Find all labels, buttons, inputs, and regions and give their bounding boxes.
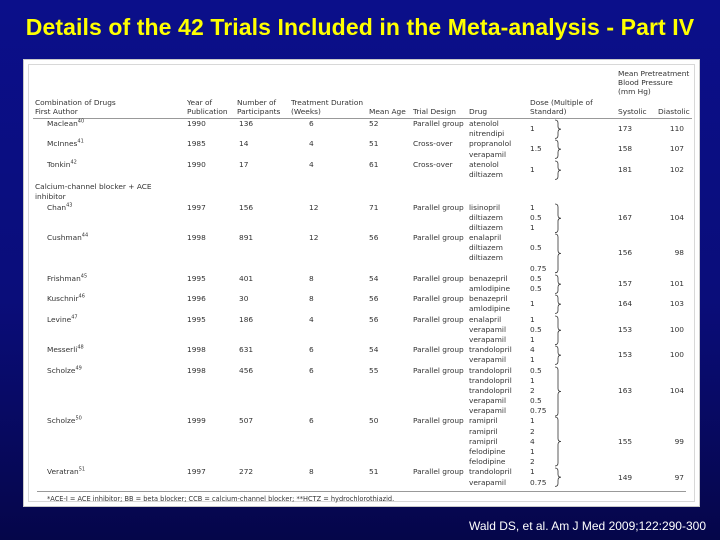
drug-cell-line: propranolol	[469, 139, 512, 149]
participants-cell: 272	[239, 467, 254, 477]
dose-cell	[528, 203, 616, 234]
dose-line	[530, 253, 614, 263]
grouping-brace-icon	[554, 160, 562, 180]
drug-cell-line: benazepril	[469, 294, 508, 304]
participants-cell: 30	[239, 294, 249, 304]
table-frame	[28, 64, 695, 502]
diastolic-cell: 97	[674, 472, 685, 482]
author-name: Kuschnir	[47, 294, 79, 304]
reference-number: 42	[70, 159, 77, 166]
duration-cell: 8	[309, 273, 314, 283]
drug-cell	[467, 119, 528, 140]
drug-cell-line: diltiazem	[469, 243, 503, 253]
drug-cell-line: enalapril	[469, 233, 502, 243]
design-cell: Cross-over	[413, 159, 453, 169]
author-cell	[33, 366, 185, 417]
dose-cell	[528, 416, 616, 467]
drug-cell-line: nitrendipi	[469, 129, 505, 139]
drug-cell-line: felodipine	[469, 457, 506, 467]
table-row	[33, 119, 692, 140]
table-row	[33, 366, 692, 417]
dose-line: 1	[530, 447, 535, 457]
drug-cell-line: diltiazem	[469, 212, 503, 222]
author-cell	[33, 233, 185, 274]
author-name: Messerli	[47, 345, 78, 355]
drug-cell	[467, 233, 528, 274]
dose-line: 0.5	[530, 365, 542, 375]
reference-number: 41	[77, 138, 84, 145]
reference-number: 45	[80, 273, 88, 280]
drug-cell	[467, 139, 528, 159]
duration-cell: 4	[309, 314, 314, 324]
author-cell	[33, 294, 185, 314]
section-row	[33, 180, 692, 202]
drug-cell-line: diltiazem	[469, 222, 503, 232]
dose-line: 2	[530, 457, 535, 467]
drug-cell-line: trandolopril	[469, 345, 512, 355]
design-cell: Parallel group	[413, 273, 464, 283]
drug-cell-line: trandolopril	[469, 467, 512, 477]
table-row	[33, 294, 692, 314]
systolic-cell: 173	[618, 124, 633, 134]
duration-cell: 12	[309, 233, 319, 243]
reference-number: 44	[81, 232, 89, 239]
design-cell: Parallel group	[413, 345, 464, 355]
year-cell: 1997	[187, 467, 206, 477]
dose-line: 0.5	[530, 324, 542, 334]
age-cell: 52	[369, 119, 379, 128]
author-cell	[33, 139, 185, 159]
drug-cell	[467, 315, 528, 346]
drug-cell	[467, 467, 528, 487]
year-cell: 1990	[187, 119, 206, 128]
dose-values	[530, 233, 614, 274]
dose-values	[530, 119, 614, 134]
drug-cell	[467, 160, 528, 180]
systolic-cell: 164	[618, 299, 633, 309]
grouping-brace-icon	[554, 467, 562, 487]
drug-cell-line: trandolopril	[469, 365, 512, 375]
diastolic-cell: 110	[669, 124, 685, 134]
design-cell: Parallel group	[413, 365, 464, 375]
duration-cell: 8	[309, 294, 314, 304]
dose-line: 1	[530, 299, 535, 309]
table-panel	[23, 59, 700, 507]
dose-line: 1	[530, 164, 535, 174]
design-cell: Parallel group	[413, 314, 464, 324]
dose-cell	[528, 139, 616, 159]
diastolic-cell: 101	[669, 278, 685, 288]
dose-line: 1	[530, 314, 535, 324]
dose-line: 1	[530, 375, 535, 385]
author-cell	[33, 345, 185, 365]
year-cell: 1995	[187, 273, 206, 283]
design-cell: Parallel group	[413, 467, 464, 477]
drug-cell-line: verapamil	[469, 355, 507, 365]
table-body	[33, 119, 692, 488]
grouping-brace-icon	[554, 233, 562, 274]
reference-number: 47	[71, 314, 78, 321]
dose-line: 0.5	[530, 396, 542, 406]
grouping-brace-icon	[554, 366, 562, 417]
dose-line: 1	[530, 334, 535, 344]
year-cell: 1998	[187, 365, 206, 375]
author-cell	[33, 467, 185, 487]
duration-cell: 6	[309, 365, 314, 375]
drug-cell-line: diltiazem	[469, 253, 503, 263]
year-cell: 1985	[187, 139, 206, 149]
design-cell: Parallel group	[413, 416, 464, 426]
drug-cell-line: trandolopril	[469, 375, 512, 385]
drug-cell-line: benazepril	[469, 273, 508, 283]
systolic-cell: 155	[618, 436, 633, 446]
dose-line: 0.5	[530, 212, 542, 222]
footnote-divider	[37, 491, 686, 492]
dose-values	[530, 294, 614, 309]
author-cell	[33, 416, 185, 467]
dose-line: 1.5	[530, 144, 542, 154]
drug-cell-line: lisinopril	[469, 202, 501, 212]
dose-cell	[528, 315, 616, 346]
diastolic-cell: 98	[674, 248, 685, 258]
drug-cell	[467, 274, 528, 294]
author-name: Chan	[47, 202, 67, 212]
dose-line: 1	[530, 222, 535, 232]
dose-line: 1	[530, 202, 535, 212]
drug-cell-line: ramipril	[469, 426, 498, 436]
age-cell: 56	[369, 314, 379, 324]
dose-line: 1	[530, 124, 535, 134]
dose-line: 2	[530, 426, 535, 436]
header-age: Mean Age	[367, 98, 411, 119]
participants-cell: 507	[239, 416, 254, 426]
age-cell: 56	[369, 233, 379, 243]
table-row	[33, 160, 692, 180]
design-cell: Parallel group	[413, 233, 464, 243]
author-cell	[33, 203, 185, 234]
drug-cell	[467, 203, 528, 234]
drug-cell-line: diltiazem	[469, 169, 503, 179]
age-cell: 55	[369, 365, 379, 375]
age-cell: 61	[369, 159, 379, 169]
design-cell: Cross-over	[413, 139, 453, 149]
author-name: Veratran	[47, 467, 79, 477]
dose-values	[530, 139, 614, 154]
age-cell: 56	[369, 294, 379, 304]
dose-line: 0.75	[530, 406, 547, 416]
grouping-brace-icon	[554, 203, 562, 234]
dose-line: 4	[530, 345, 535, 355]
table-row	[33, 274, 692, 294]
age-cell: 51	[369, 139, 379, 149]
design-cell: Parallel group	[413, 294, 464, 304]
dose-cell	[528, 294, 616, 314]
citation: Wald DS, et al. Am J Med 2009;122:290-300	[468, 519, 706, 533]
dose-line: 2	[530, 385, 535, 395]
design-cell: Parallel group	[413, 119, 464, 128]
slide-title: Details of the 42 Trials Included in the Meta-analysis - Part IV	[25, 14, 695, 40]
dose-values	[530, 366, 614, 417]
dose-values	[530, 203, 614, 234]
year-cell: 1995	[187, 314, 206, 324]
author-cell	[33, 119, 185, 140]
diastolic-cell: 103	[669, 299, 685, 309]
systolic-cell: 153	[618, 324, 633, 334]
systolic-cell: 157	[618, 278, 633, 288]
table-row	[33, 139, 692, 159]
footnote: *ACE-I = ACE inhibitor; BB = beta blocker; CCB = calcium-channel blocker; **HCTZ = hydrochlorothiazid.	[47, 495, 395, 503]
header-author-label: First Author	[35, 107, 78, 116]
duration-cell: 6	[309, 416, 314, 426]
dose-cell	[528, 233, 616, 274]
grouping-brace-icon	[554, 119, 562, 139]
duration-cell: 12	[309, 202, 319, 212]
drug-cell-line: verapamil	[469, 477, 507, 487]
year-cell: 1998	[187, 233, 206, 243]
dose-line: 1	[530, 416, 535, 426]
drug-cell-line: enalapril	[469, 314, 502, 324]
author-name: Cushman	[47, 233, 82, 243]
participants-cell: 456	[239, 365, 254, 375]
header-combo-label: Combination of Drugs	[35, 98, 116, 107]
grouping-brace-icon	[554, 315, 562, 346]
design-cell: Parallel group	[413, 202, 464, 212]
diastolic-cell: 104	[669, 212, 685, 222]
header-design: Trial Design	[411, 98, 467, 119]
systolic-cell: 156	[618, 248, 633, 258]
dose-values	[530, 467, 614, 487]
systolic-cell: 167	[618, 212, 633, 222]
reference-number: 50	[75, 416, 82, 422]
systolic-cell: 153	[618, 350, 633, 360]
drug-cell	[467, 366, 528, 417]
dose-cell	[528, 345, 616, 365]
age-cell: 50	[369, 416, 379, 426]
grouping-brace-icon	[554, 345, 562, 365]
reference-number: 43	[66, 202, 73, 209]
header-diastolic: Diastolic	[656, 98, 692, 119]
dose-line: 1	[530, 355, 535, 365]
dose-line: 0.75	[530, 263, 547, 273]
table-row	[33, 467, 692, 487]
participants-cell: 631	[239, 345, 254, 355]
systolic-cell: 181	[618, 164, 633, 174]
diastolic-cell: 102	[669, 164, 685, 174]
table-row	[33, 345, 692, 365]
systolic-cell: 163	[618, 385, 633, 395]
author-name: McInnes	[47, 139, 78, 149]
age-cell: 54	[369, 273, 379, 283]
dose-cell	[528, 366, 616, 417]
drug-cell-line: amlodipine	[469, 284, 511, 294]
drug-cell-line: verapamil	[469, 406, 507, 416]
header-combo	[33, 98, 185, 119]
drug-cell-line: verapamil	[469, 334, 507, 344]
age-cell: 54	[369, 345, 379, 355]
table-row	[33, 315, 692, 346]
drug-cell-line: atenolol	[469, 159, 499, 169]
drug-cell-line: verapamil	[469, 396, 507, 406]
dose-values	[530, 315, 614, 346]
author-name: Levine	[47, 314, 72, 324]
drug-cell-line: felodipine	[469, 447, 506, 457]
grouping-brace-icon	[554, 294, 562, 314]
diastolic-cell: 104	[669, 385, 685, 395]
trials-table	[33, 67, 692, 488]
author-cell	[33, 315, 185, 346]
header-drug: Drug	[467, 98, 528, 119]
participants-cell: 14	[239, 139, 249, 149]
header-participants: Number of Participants	[235, 98, 289, 119]
diastolic-cell: 107	[669, 144, 685, 154]
reference-number: 46	[78, 293, 85, 300]
duration-cell: 8	[309, 467, 314, 477]
dose-values	[530, 416, 614, 467]
participants-cell: 186	[239, 314, 254, 324]
participants-cell: 17	[239, 159, 249, 169]
dose-line: 1	[530, 467, 535, 477]
participants-cell: 156	[239, 202, 254, 212]
age-cell: 71	[369, 202, 379, 212]
reference-number: 51	[78, 466, 86, 473]
table-row	[33, 416, 692, 467]
dose-line: 0.5	[530, 284, 542, 294]
drug-cell	[467, 416, 528, 467]
reference-number: 49	[75, 365, 82, 372]
dose-values	[530, 160, 614, 175]
drug-cell-line: verapamil	[469, 149, 507, 159]
year-cell: 1998	[187, 345, 206, 355]
table-row	[33, 233, 692, 274]
dose-line: 0.5	[530, 243, 542, 253]
duration-cell: 6	[309, 345, 314, 355]
grouping-brace-icon	[554, 139, 562, 159]
drug-cell-line: ramipril	[469, 436, 498, 446]
duration-cell: 4	[309, 139, 314, 149]
drug-cell	[467, 345, 528, 365]
drug-cell-line: trandolopril	[469, 385, 512, 395]
participants-cell: 891	[239, 233, 254, 243]
bp-group-header: Mean Pretreatment Blood Pressure (mm Hg)	[618, 69, 690, 96]
year-cell: 1997	[187, 202, 206, 212]
author-name: Frishman	[47, 273, 81, 283]
systolic-cell: 158	[618, 144, 633, 154]
drug-cell-line: atenolol	[469, 119, 499, 128]
duration-cell: 6	[309, 119, 314, 128]
grouping-brace-icon	[554, 416, 562, 467]
dose-cell	[528, 119, 616, 140]
diastolic-cell: 100	[669, 324, 685, 334]
section-label	[33, 180, 692, 202]
age-cell: 51	[369, 467, 379, 477]
dose-cell	[528, 274, 616, 294]
section-label-text: Calcium-channel blocker + ACE inhibitor	[35, 182, 152, 202]
header-dose: Dose (Multiple of Standard)	[528, 98, 616, 119]
dose-cell	[528, 467, 616, 487]
dose-line: 0.5	[530, 273, 542, 283]
header-duration: Treatment Duration (Weeks)	[289, 98, 367, 119]
duration-cell: 4	[309, 159, 314, 169]
year-cell: 1990	[187, 159, 206, 169]
author-name: Scholze	[47, 416, 76, 426]
reference-number: 48	[77, 344, 84, 351]
dose-cell	[528, 160, 616, 180]
author-name: Maclean	[47, 119, 78, 128]
drug-cell-line: amlodipine	[469, 304, 511, 314]
systolic-cell: 149	[618, 472, 633, 482]
author-name: Tonkin	[47, 159, 71, 169]
grouping-brace-icon	[554, 274, 562, 294]
diastolic-cell: 100	[669, 350, 685, 360]
year-cell: 1996	[187, 294, 206, 304]
header-systolic: Systolic	[616, 98, 656, 119]
author-cell	[33, 160, 185, 180]
drug-cell	[467, 294, 528, 314]
dose-values	[530, 345, 614, 365]
dose-line: 4	[530, 436, 535, 446]
drug-cell-line: ramipril	[469, 416, 498, 426]
drug-cell-line: verapamil	[469, 324, 507, 334]
dose-line	[530, 233, 614, 243]
header-year: Year of Publication	[185, 98, 235, 119]
reference-number: 40	[77, 118, 85, 125]
diastolic-cell: 99	[674, 436, 685, 446]
author-name: Scholze	[47, 365, 76, 375]
dose-values	[530, 274, 614, 294]
participants-cell: 401	[239, 273, 254, 283]
year-cell: 1999	[187, 416, 206, 426]
participants-cell: 136	[239, 119, 254, 128]
author-cell	[33, 274, 185, 294]
dose-line: 0.75	[530, 477, 547, 487]
table-row	[33, 203, 692, 234]
